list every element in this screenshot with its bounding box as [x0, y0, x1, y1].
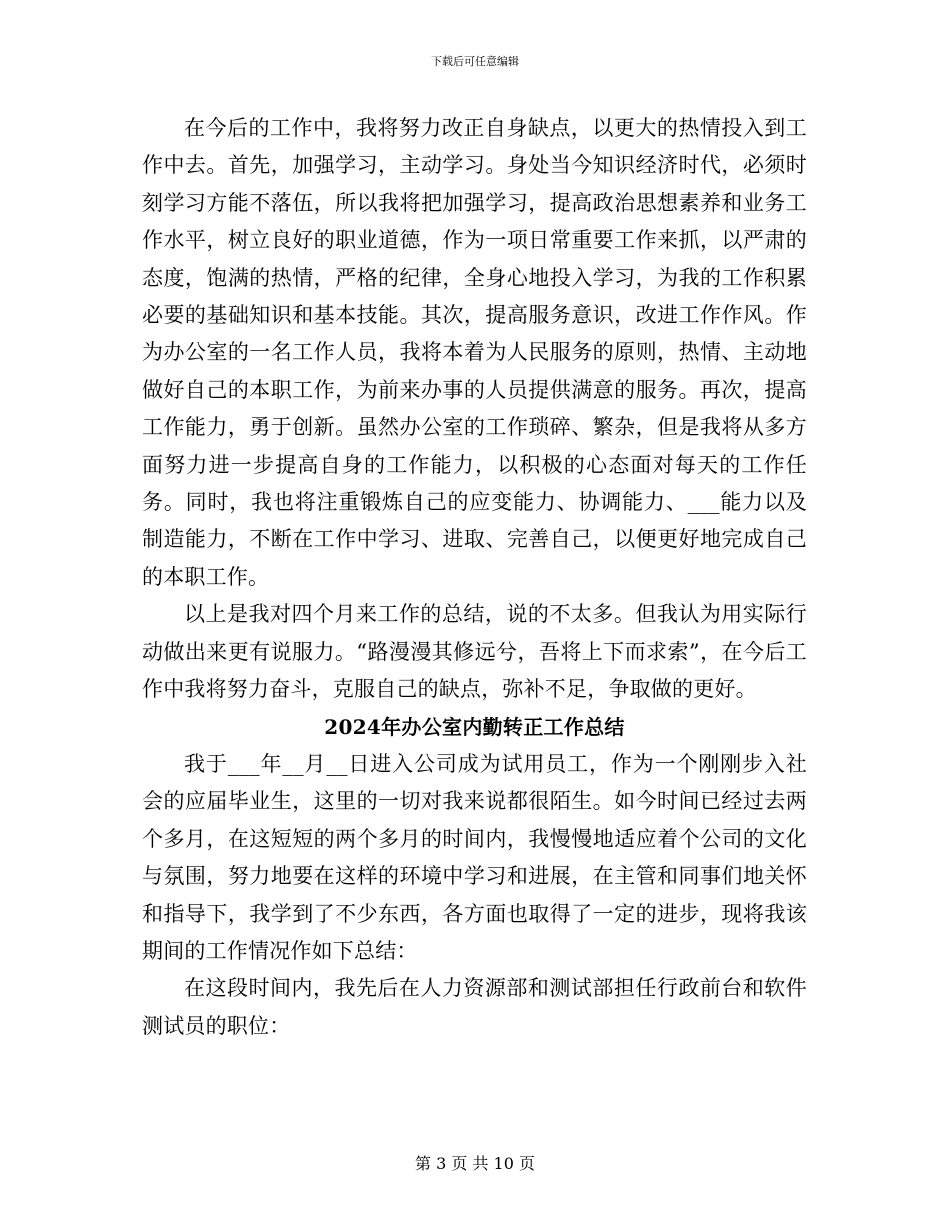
section-title: 2024年办公室内勤转正工作总结 — [324, 714, 625, 739]
page-header-note: 下载后可任意编辑 — [431, 55, 519, 68]
paragraph-introduction: 我于___年__月__日进入公司成为试用员工，作为一个刚刚步入社会的应届毕业生，这里的一切对我来说都很陌生。如今时间已经过去两个多月，在这短短的两个多月的时间内，我慢慢地适应着个公司的文化与氛围，努力地要在这样的环境中学习和进展，在主管和同事们地关怀和指导下，我学到了不少东西，各方面也取得了一定的进步，现将我该期间的工作情况作如下总结： — [142, 751, 807, 963]
paragraph-future-work: 在今后的工作中，我将努力改正自身缺点，以更大的热情投入到工作中去。首先，加强学习，主动学习。身处当今知识经济时代，必须时刻学习方能不落伍，所以我将把加强学习，提高政治思想素养和业务工作水平，树立良好的职业道德，作为一项日常重要工作来抓，以严肃的态度，饱满的热情，严格的纪律，全身心地投入学习，为我的工作积累必要的基础知识和基本技能。其次，提高服务意识，改进工作作风。作为办公室的一名工作人员，我将本着为人民服务的原则，热情、主动地做好自己的本职工作，为前来办事的人员提供满意的服务。再次，提高工作能力，勇于创新。虽然办公室的工作琐碎、繁杂，但是我将从多方面努力进一步提高自身的工作能力，以积极的心态面对每天的工作任务。同时，我也将注重锻炼自己的应变能力、协调能力、___能力以及制造能力，不断在工作中学习、进取、完善自己，以便更好地完成自己的本职工作。 — [142, 116, 807, 589]
document-body — [142, 110, 807, 1045]
page-footer-number: 第 3 页 共 10 页 — [415, 1154, 535, 1173]
paragraph-summary-conclusion: 以上是我对四个月来工作的总结，说的不太多。但我认为用实际行动做出来更有说服力。“路漫漫其修远兮，吾将上下而求索”，在今后工作中我将努力奋斗，克服自己的缺点，弥补不足，争取做的更好。 — [142, 602, 807, 702]
paragraph-positions: 在这段时间内，我先后在人力资源部和测试部担任行政前台和软件测试员的职位： — [142, 976, 807, 1038]
